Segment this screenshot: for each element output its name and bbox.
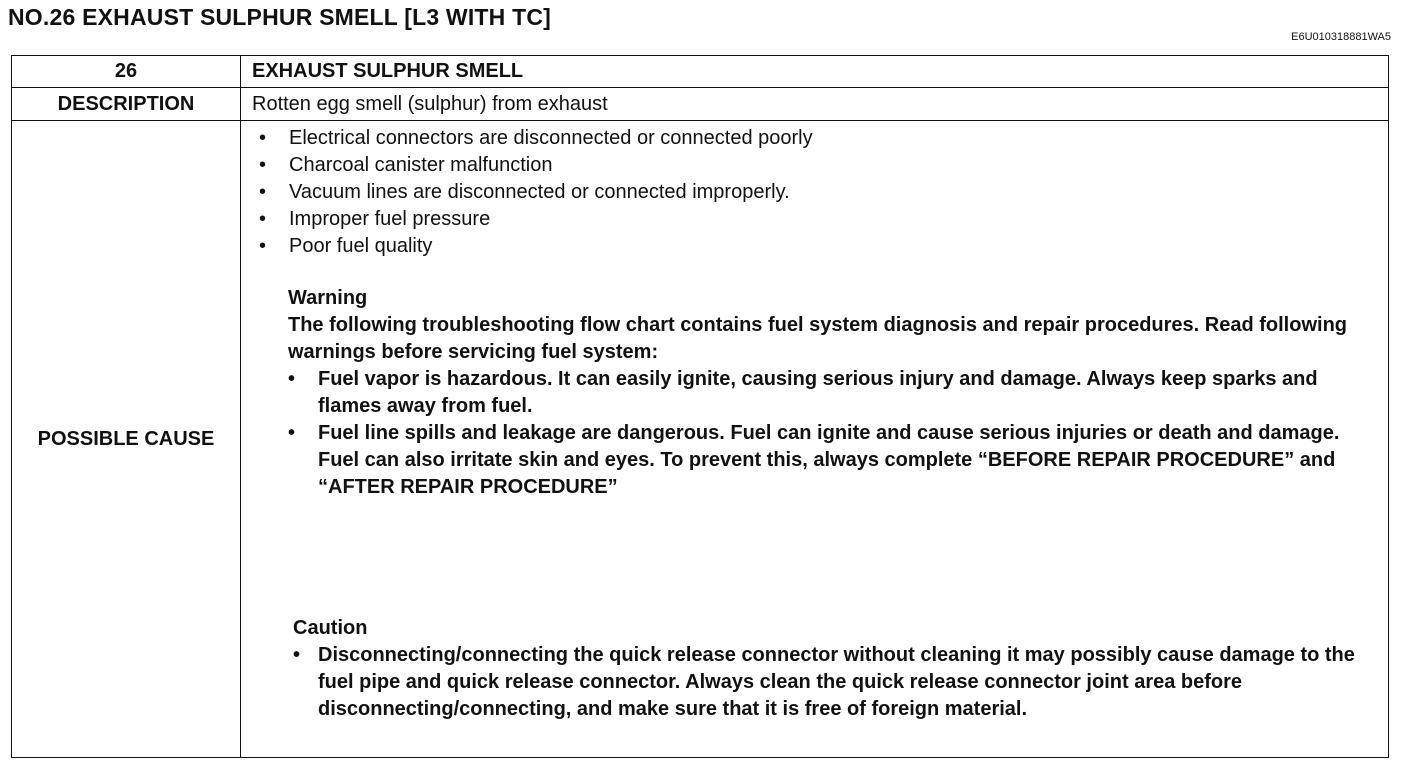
caution-heading: Caution bbox=[293, 617, 368, 639]
cause-text: Improper fuel pressure bbox=[289, 208, 491, 230]
table-row bbox=[12, 88, 1389, 121]
bullet-icon: • bbox=[259, 208, 267, 230]
table-row bbox=[12, 121, 1389, 758]
list-item bbox=[288, 420, 1368, 501]
bullet-icon: • bbox=[259, 127, 267, 149]
list-item bbox=[259, 206, 813, 233]
list-item bbox=[259, 179, 813, 206]
description-text: Rotten egg smell (sulphur) from exhaust bbox=[241, 88, 1389, 121]
cause-text: Charcoal canister malfunction bbox=[289, 154, 553, 176]
symptom-title: EXHAUST SULPHUR SMELL bbox=[241, 56, 1389, 88]
bullet-icon: • bbox=[259, 235, 267, 257]
possible-cause-label: POSSIBLE CAUSE bbox=[12, 121, 241, 758]
symptom-table bbox=[11, 55, 1389, 758]
bullet-icon: • bbox=[293, 644, 301, 666]
caution-block bbox=[293, 615, 1373, 723]
list-item bbox=[259, 233, 813, 260]
possible-cause-cell bbox=[241, 121, 1389, 758]
caution-item-text: Disconnecting/connecting the quick release connector without cleaning it may possibly cause damage to the fuel pipe and quick release connector. Always clean the quick release connector joint area before disconnecting/connecting, and make sure that it is free of foreign material. bbox=[318, 644, 1355, 720]
page-title: NO.26 EXHAUST SULPHUR SMELL [L3 WITH TC] bbox=[8, 4, 551, 30]
list-item bbox=[259, 152, 813, 179]
cause-text: Poor fuel quality bbox=[289, 235, 433, 257]
warning-heading: Warning bbox=[288, 287, 368, 309]
list-item bbox=[259, 125, 813, 152]
warning-item-text: Fuel vapor is hazardous. It can easily ignite, causing serious injury and damage. Always keep sparks and flames away from fuel. bbox=[318, 368, 1318, 417]
list-item bbox=[288, 366, 1368, 420]
bullet-icon: • bbox=[288, 368, 296, 390]
description-label: DESCRIPTION bbox=[12, 88, 241, 121]
warning-block bbox=[288, 285, 1368, 501]
cause-text: Electrical connectors are disconnected or connected poorly bbox=[289, 127, 813, 149]
warning-item-text: Fuel line spills and leakage are dangerous. Fuel can ignite and cause serious injuries or death and damage. Fuel can also irritate skin and eyes. To prevent this, always complete “BEFORE REPAIR PROCEDURE” and “AFTER REPAIR PROCEDURE” bbox=[318, 422, 1340, 498]
list-item bbox=[293, 642, 1373, 723]
warning-intro: The following troubleshooting flow chart contains fuel system diagnosis and repair procedures. Read following warnings before servicing fuel system: bbox=[288, 314, 1348, 363]
cause-text: Vacuum lines are disconnected or connected improperly. bbox=[289, 181, 790, 203]
table-row bbox=[12, 56, 1389, 88]
caution-list bbox=[293, 642, 1373, 723]
bullet-icon: • bbox=[259, 154, 267, 176]
bullet-icon: • bbox=[259, 181, 267, 203]
symptom-number: 26 bbox=[12, 56, 241, 88]
possible-cause-content bbox=[241, 121, 1388, 757]
bullet-icon: • bbox=[288, 422, 296, 444]
cause-list bbox=[259, 125, 813, 260]
document-id: E6U010318881WA5 bbox=[1291, 31, 1391, 43]
warning-list bbox=[288, 366, 1368, 501]
